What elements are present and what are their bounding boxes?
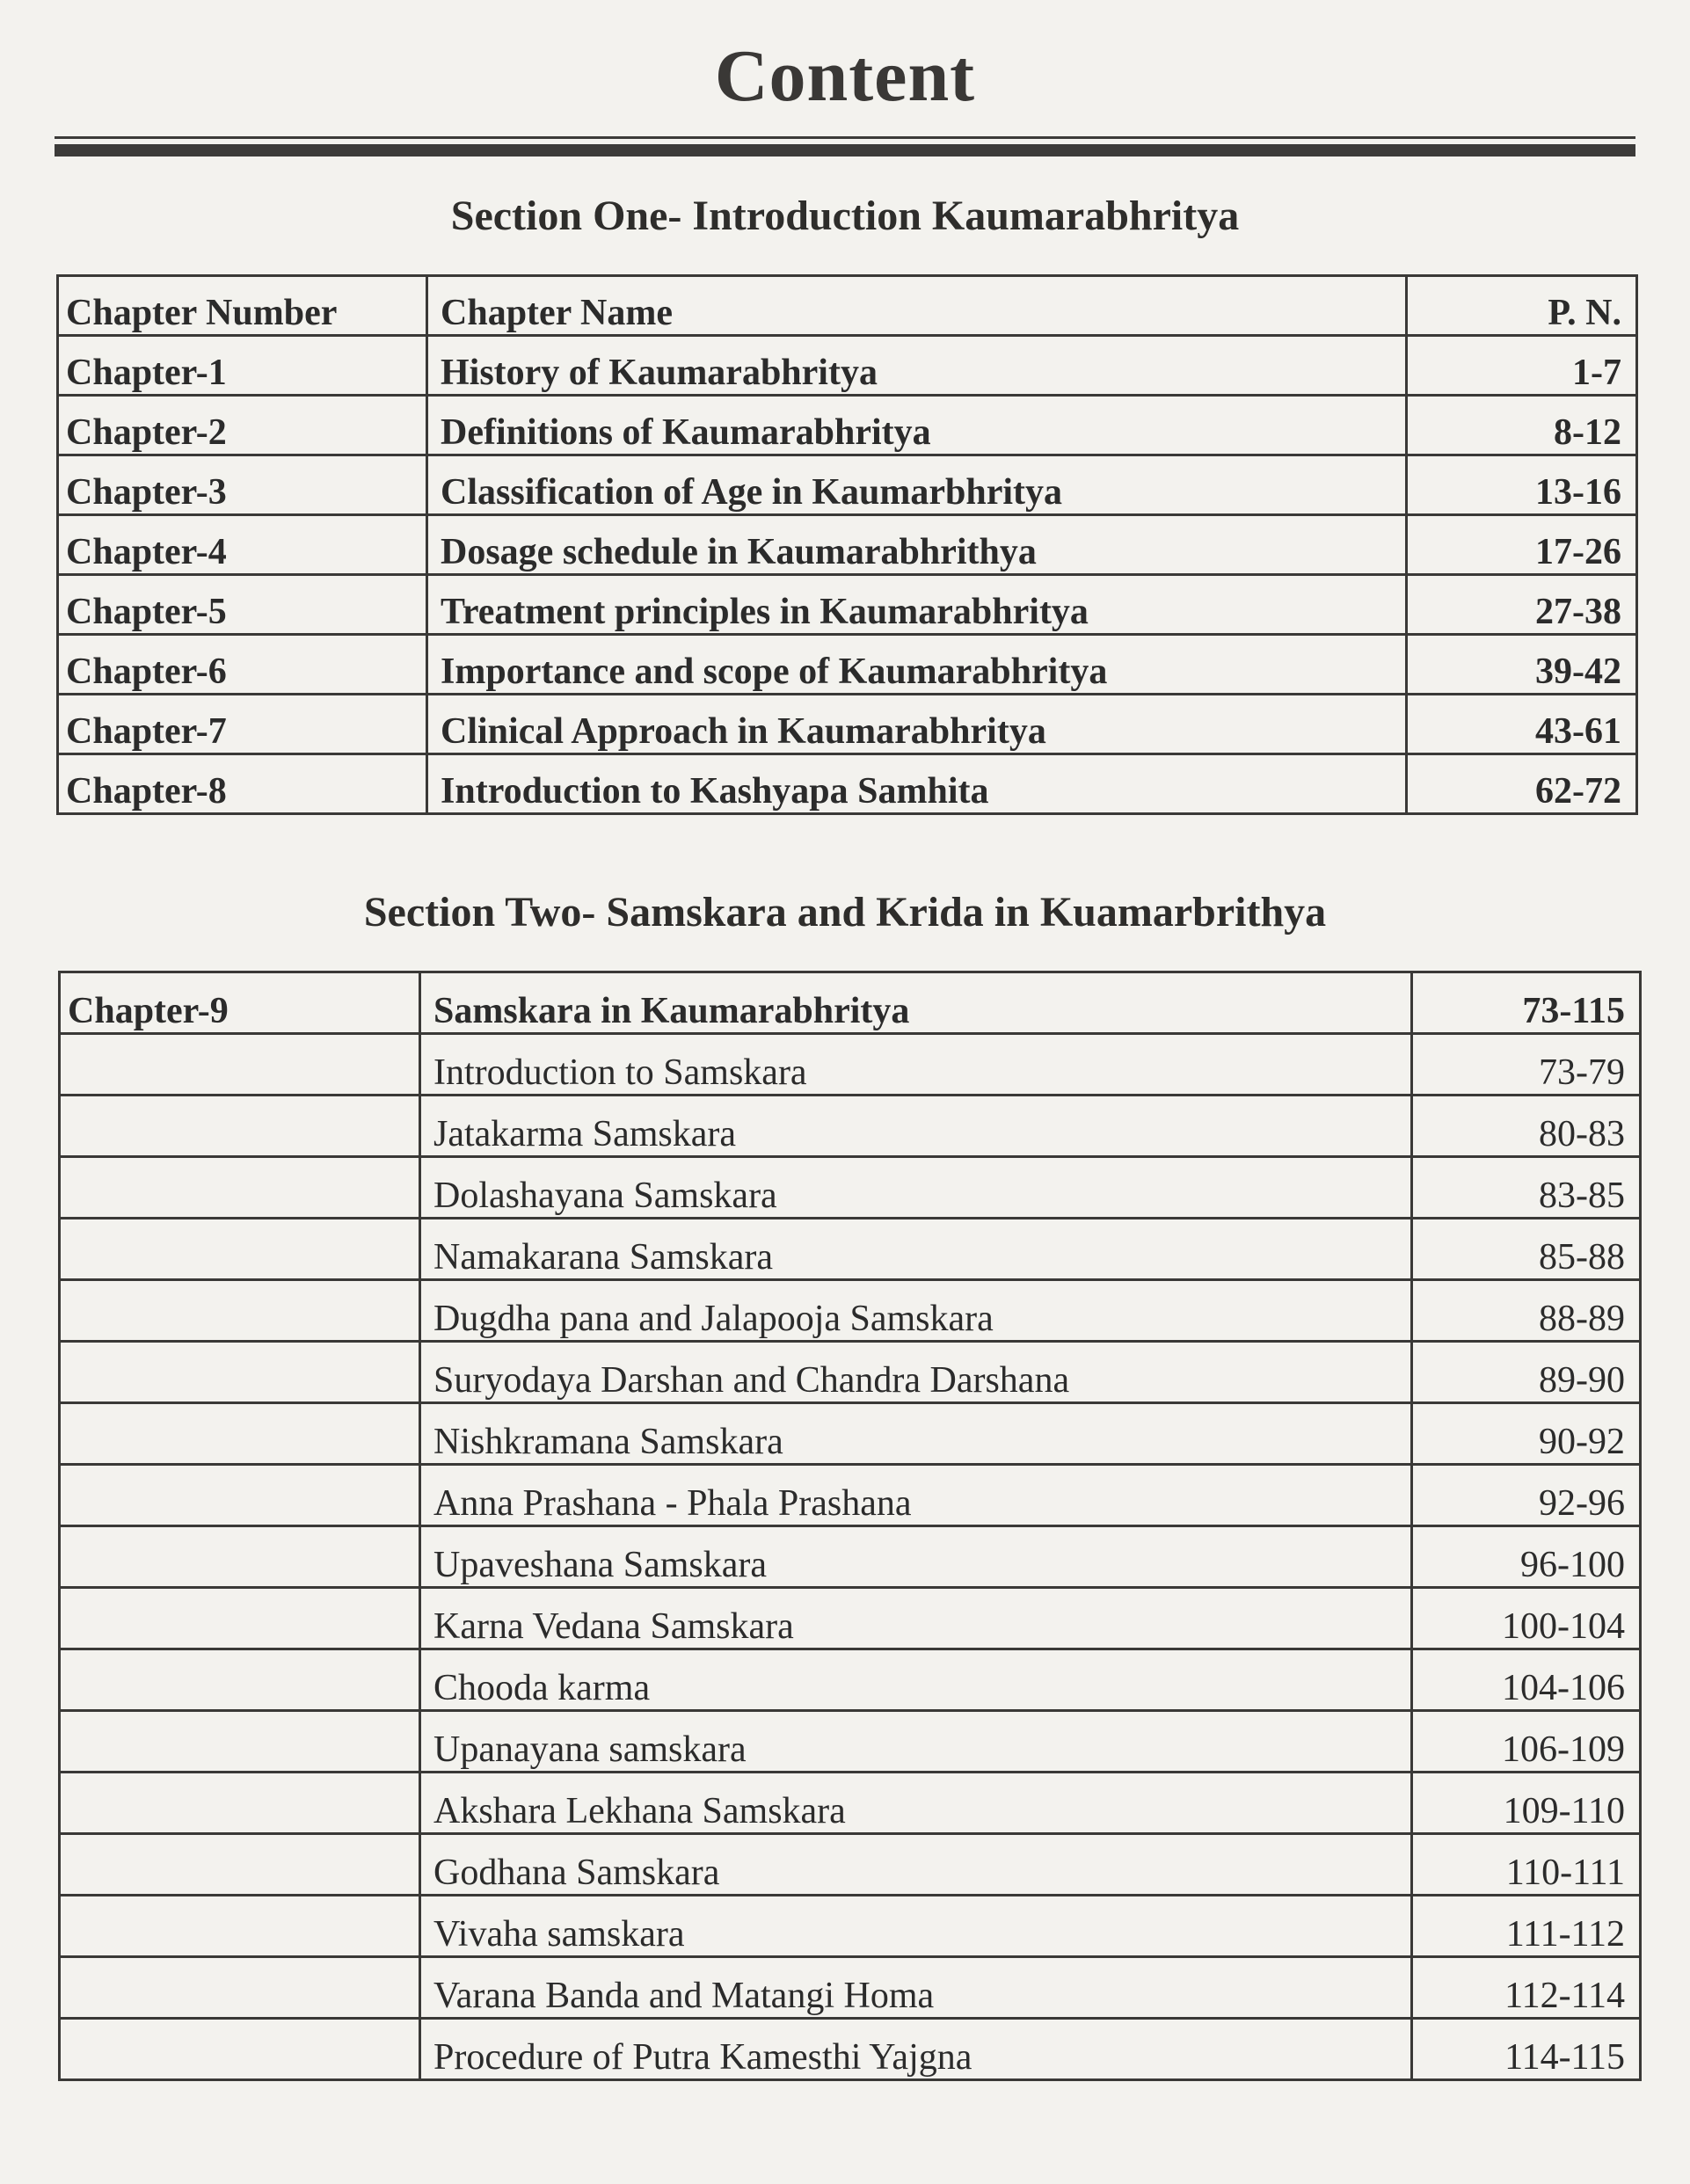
chapter-number [60,1834,420,1896]
chapter-name: Clinical Approach in Kaumarabhritya [427,695,1407,754]
chapter-number [60,1219,420,1280]
chapter-number: Chapter-5 [58,575,427,635]
header-chapter-name: Chapter Name [427,276,1407,336]
chapter-name: History of Kaumarabhritya [427,336,1407,396]
page-range: 73-115 [1412,972,1641,1034]
table-row [60,1465,1641,1526]
page-range: 104-106 [1412,1649,1641,1711]
table-row [58,754,1637,814]
chapter-number [60,1896,420,1957]
table-row [60,1526,1641,1588]
chapter-name: Introduction to Kashyapa Samhita [427,754,1407,814]
chapter-number [60,1034,420,1096]
section-one-heading: Section One- Introduction Kaumarabhritya [450,193,1240,239]
page-range: 111-112 [1412,1896,1641,1957]
page-range: 85-88 [1412,1219,1641,1280]
topic-name: Nishkramana Samskara [420,1403,1412,1465]
topic-name: Dolashayana Samskara [420,1157,1412,1219]
chapter-number [60,1649,420,1711]
table-row [60,1280,1641,1342]
chapter-name: Classification of Age in Kaumarbhritya [427,455,1407,515]
topic-name: Akshara Lekhana Samskara [420,1773,1412,1834]
chapter-number [60,1773,420,1834]
table-row [60,1034,1641,1096]
chapter-number [60,1526,420,1588]
page-range: 110-111 [1412,1834,1641,1896]
page-range: 17-26 [1407,515,1637,575]
page-range: 73-79 [1412,1034,1641,1096]
chapter-number [60,1096,420,1157]
topic-name: Namakarana Samskara [420,1219,1412,1280]
table-row [58,635,1637,695]
chapter-number: Chapter-2 [58,396,427,455]
table-row [58,695,1637,754]
table-row [60,1403,1641,1465]
header-page-number: P. N. [1407,276,1637,336]
title-rule-thin [55,136,1635,139]
topic-name: Godhana Samskara [420,1834,1412,1896]
topic-name: Dugdha pana and Jalapooja Samskara [420,1280,1412,1342]
table-row [60,1896,1641,1957]
chapter-number [60,1957,420,2019]
chapter-number [60,1342,420,1403]
chapter-number [60,1157,420,1219]
chapter-name: Definitions of Kaumarabhritya [427,396,1407,455]
page-range: 100-104 [1412,1588,1641,1649]
chapter-number: Chapter-3 [58,455,427,515]
table-row [60,1834,1641,1896]
chapter-number [60,1465,420,1526]
page-range: 1-7 [1407,336,1637,396]
header-chapter-number: Chapter Number [58,276,427,336]
chapter-number: Chapter-9 [60,972,420,1034]
chapter-number: Chapter-8 [58,754,427,814]
page-range: 89-90 [1412,1342,1641,1403]
chapter-number [60,1403,420,1465]
table-row [58,575,1637,635]
page-range: 114-115 [1412,2019,1641,2080]
topic-name: Suryodaya Darshan and Chandra Darshana [420,1342,1412,1403]
section-two-heading: Section Two- Samskara and Krida in Kuamarbrithya [363,889,1327,935]
page-range: 106-109 [1412,1711,1641,1773]
topic-name: Introduction to Samskara [420,1034,1412,1096]
topic-name: Upaveshana Samskara [420,1526,1412,1588]
page-range: 83-85 [1412,1157,1641,1219]
page-range: 27-38 [1407,575,1637,635]
page-range: 80-83 [1412,1096,1641,1157]
section-one-table [56,274,1638,815]
chapter-number: Chapter-7 [58,695,427,754]
table-row [60,1096,1641,1157]
section-two-table [58,971,1642,2081]
topic-name: Chooda karma [420,1649,1412,1711]
title-rule-thick [55,144,1635,157]
table-row [58,336,1637,396]
chapter-name: Treatment principles in Kaumarabhritya [427,575,1407,635]
page-title: Content [714,35,976,117]
topic-name: Upanayana samskara [420,1711,1412,1773]
chapter-number [60,2019,420,2080]
page-range: 109-110 [1412,1773,1641,1834]
table-row [60,1649,1641,1711]
chapter-name: Samskara in Kaumarabhritya [420,972,1412,1034]
topic-name: Karna Vedana Samskara [420,1588,1412,1649]
page-range: 8-12 [1407,396,1637,455]
chapter-number: Chapter-4 [58,515,427,575]
table-row [58,396,1637,455]
table-row [60,2019,1641,2080]
page-range: 90-92 [1412,1403,1641,1465]
page-range: 88-89 [1412,1280,1641,1342]
chapter-number: Chapter-6 [58,635,427,695]
chapter-number: Chapter-1 [58,336,427,396]
table-row [60,972,1641,1034]
table-row [58,455,1637,515]
chapter-number [60,1588,420,1649]
table-row [58,515,1637,575]
topic-name: Varana Banda and Matangi Homa [420,1957,1412,2019]
table-row [60,1711,1641,1773]
topic-name: Jatakarma Samskara [420,1096,1412,1157]
chapter-name: Importance and scope of Kaumarabhritya [427,635,1407,695]
page-range: 13-16 [1407,455,1637,515]
table-row [60,1342,1641,1403]
table-row [60,1219,1641,1280]
page-range: 62-72 [1407,754,1637,814]
topic-name: Anna Prashana - Phala Prashana [420,1465,1412,1526]
topic-name: Vivaha samskara [420,1896,1412,1957]
topic-name: Procedure of Putra Kamesthi Yajgna [420,2019,1412,2080]
page-range: 96-100 [1412,1526,1641,1588]
page-range: 43-61 [1407,695,1637,754]
page-range: 92-96 [1412,1465,1641,1526]
chapter-name: Dosage schedule in Kaumarabhrithya [427,515,1407,575]
table-row [60,1588,1641,1649]
page-range: 112-114 [1412,1957,1641,2019]
table-row [60,1957,1641,2019]
table-row [60,1773,1641,1834]
chapter-number [60,1280,420,1342]
table-row [60,1157,1641,1219]
chapter-number [60,1711,420,1773]
table-header-row [58,276,1637,336]
page-range: 39-42 [1407,635,1637,695]
